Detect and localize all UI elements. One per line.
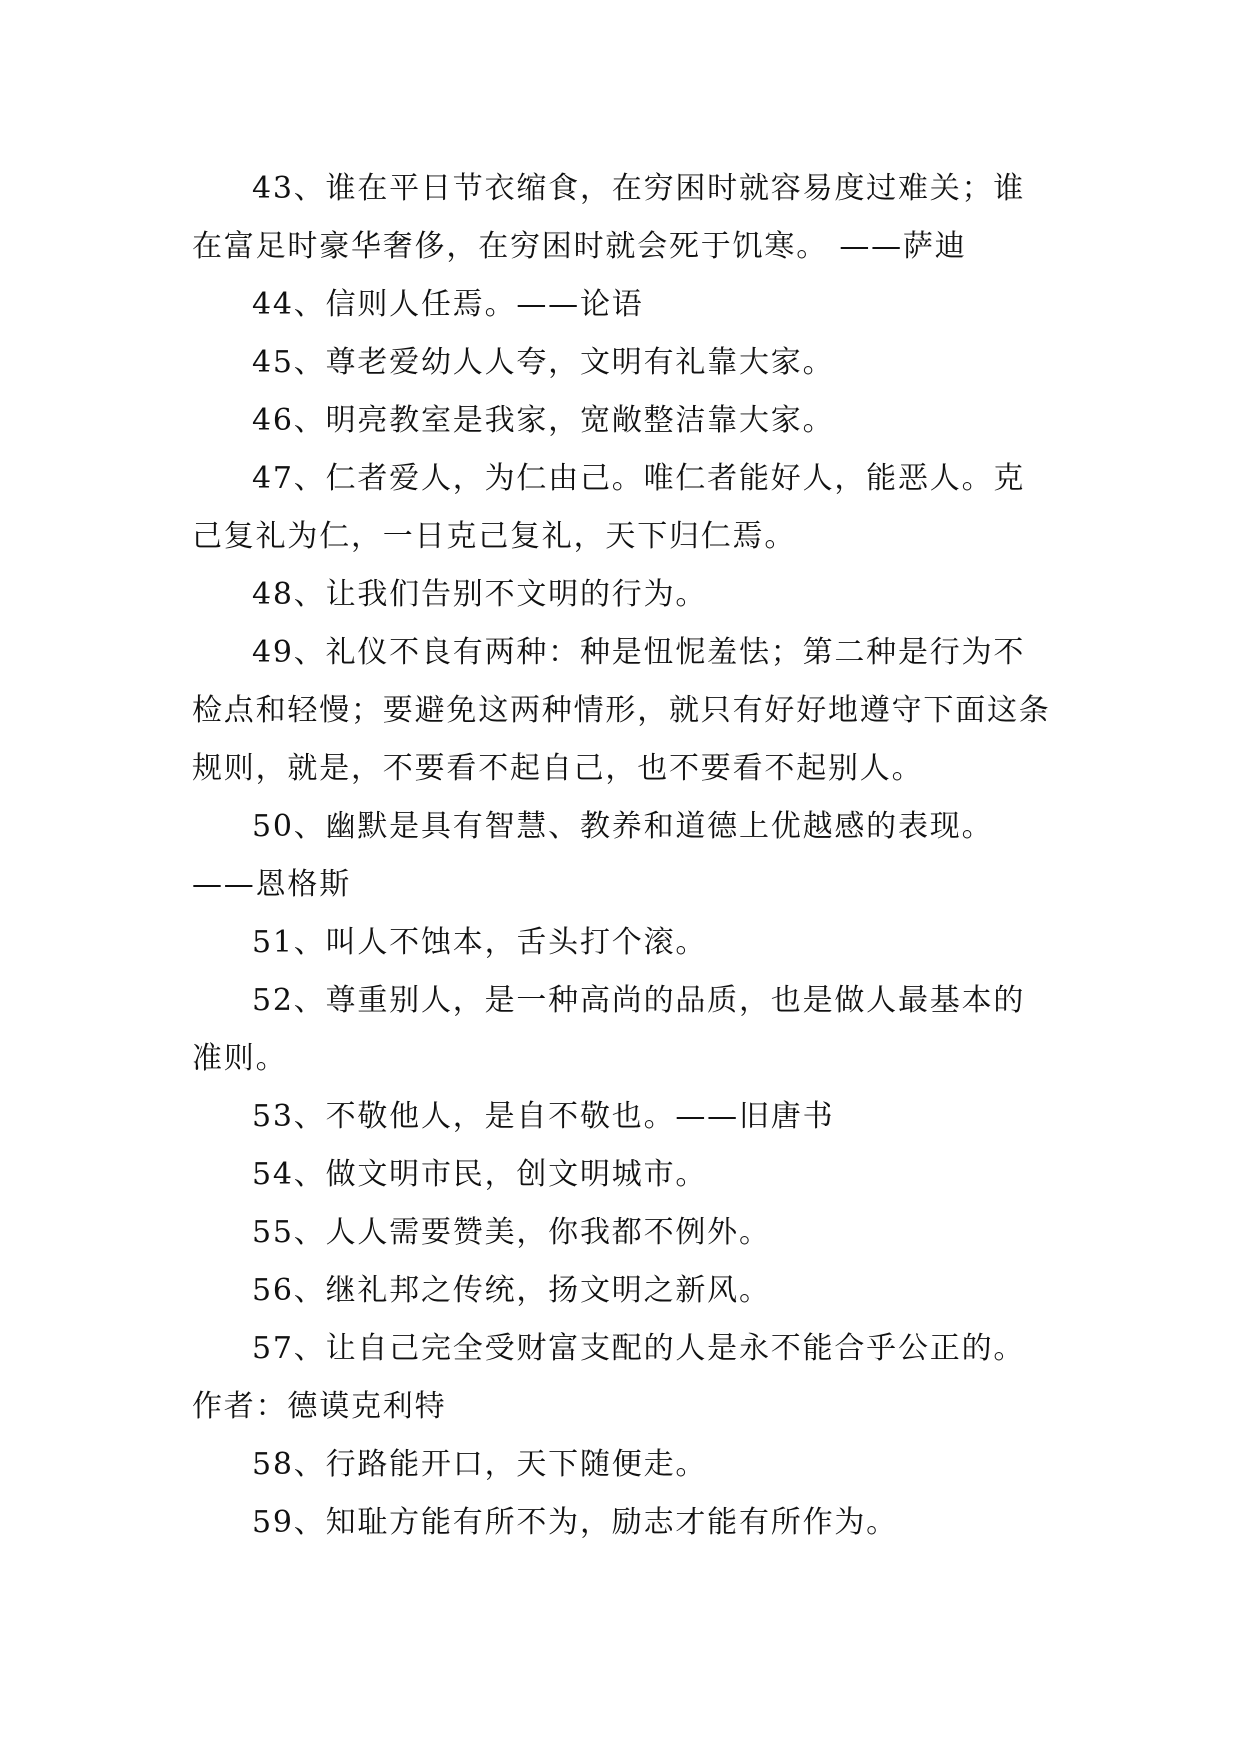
item-number: 44、 — [252, 287, 326, 322]
list-item — [192, 1146, 1052, 1204]
list-item — [192, 392, 1052, 450]
item-number: 46、 — [252, 403, 326, 438]
item-number: 45、 — [252, 345, 326, 380]
list-item — [192, 1436, 1052, 1494]
item-text: 信则人任焉。——论语 — [325, 287, 644, 322]
item-text: 叫人不蚀本，舌头打个滚。 — [325, 925, 708, 960]
list-item — [192, 276, 1052, 334]
item-number: 43、 — [252, 171, 326, 206]
item-text: 谁在平日节衣缩食，在穷困时就容易度过难关；谁在富足时豪华奢侈，在穷困时就会死于饥寒。 ——萨迪 — [192, 171, 1026, 264]
item-number: 56、 — [252, 1273, 326, 1308]
document-body — [192, 160, 1052, 1552]
item-number: 48、 — [252, 577, 326, 612]
list-item — [192, 450, 1052, 566]
item-text: 明亮教室是我家，宽敞整洁靠大家。 — [325, 403, 835, 438]
item-text: 尊老爱幼人人夸，文明有礼靠大家。 — [325, 345, 835, 380]
item-text: 幽默是具有智慧、教养和道德上优越感的表现。——恩格斯 — [192, 809, 994, 902]
item-number: 51、 — [252, 925, 326, 960]
item-text: 礼仪不良有两种：种是忸怩羞怯；第二种是行为不检点和轻慢；要避免这两种情形，就只有好好地遵守下面这条规则，就是，不要看不起自己，也不要看不起别人。 — [192, 635, 1051, 786]
item-number: 53、 — [252, 1099, 326, 1134]
item-number: 57、 — [252, 1331, 326, 1366]
list-item — [192, 1320, 1052, 1436]
item-text: 人人需要赞美，你我都不例外。 — [325, 1215, 771, 1250]
item-number: 59、 — [252, 1505, 326, 1540]
item-number: 58、 — [252, 1447, 326, 1482]
item-number: 55、 — [252, 1215, 326, 1250]
item-text: 做文明市民，创文明城市。 — [325, 1157, 708, 1192]
item-number: 47、 — [252, 461, 326, 496]
item-number: 50、 — [252, 809, 326, 844]
list-item — [192, 1088, 1052, 1146]
list-item — [192, 624, 1052, 798]
item-text: 不敬他人，是自不敬也。——旧唐书 — [325, 1099, 835, 1134]
list-item — [192, 1494, 1052, 1552]
list-item — [192, 914, 1052, 972]
list-item — [192, 334, 1052, 392]
item-text: 尊重别人，是一种高尚的品质，也是做人最基本的准则。 — [192, 983, 1026, 1076]
item-number: 54、 — [252, 1157, 326, 1192]
item-text: 行路能开口，天下随便走。 — [325, 1447, 708, 1482]
item-text: 继礼邦之传统，扬文明之新风。 — [325, 1273, 771, 1308]
item-number: 49、 — [252, 635, 326, 670]
item-text: 让我们告别不文明的行为。 — [325, 577, 708, 612]
list-item — [192, 160, 1052, 276]
list-item — [192, 972, 1052, 1088]
item-number: 52、 — [252, 983, 326, 1018]
item-text: 知耻方能有所不为，励志才能有所作为。 — [325, 1505, 898, 1540]
list-item — [192, 566, 1052, 624]
list-item — [192, 1204, 1052, 1262]
item-text: 让自己完全受财富支配的人是永不能合乎公正的。作者：德谟克利特 — [192, 1331, 1026, 1424]
list-item — [192, 798, 1052, 914]
list-item — [192, 1262, 1052, 1320]
item-text: 仁者爱人，为仁由己。唯仁者能好人，能恶人。克己复礼为仁，一日克己复礼，天下归仁焉。 — [192, 461, 1026, 554]
